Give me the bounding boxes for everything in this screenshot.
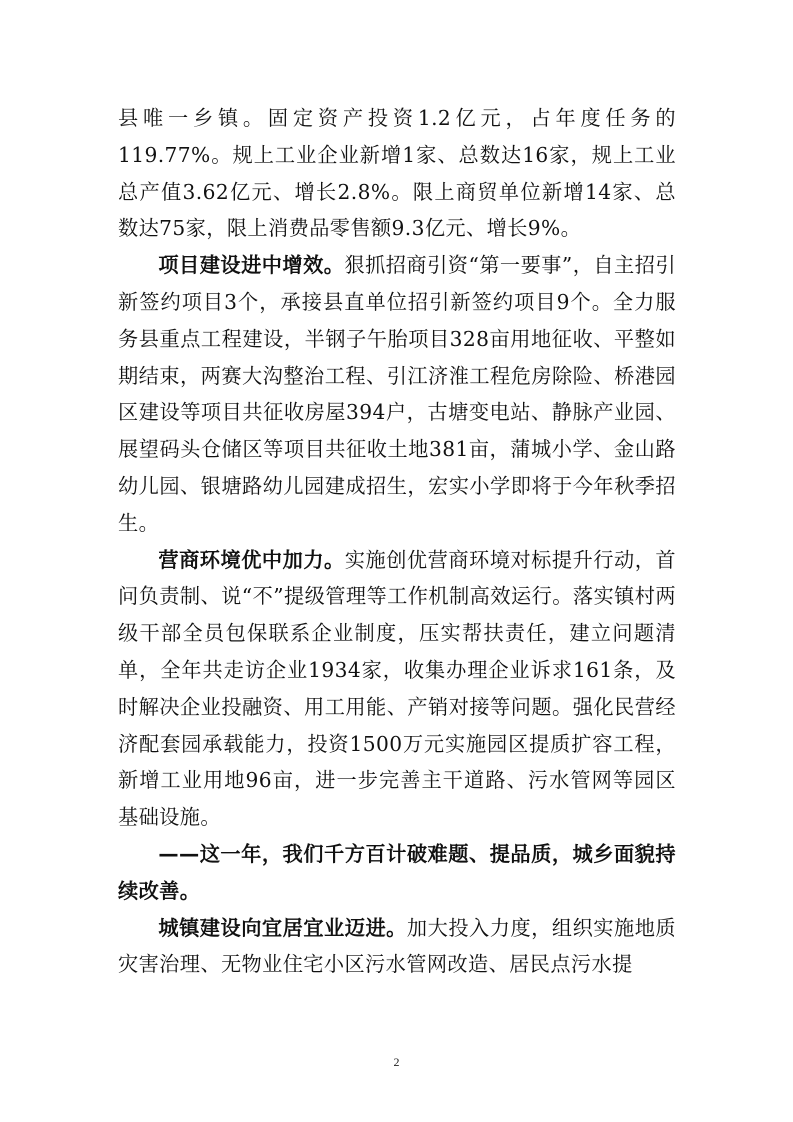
paragraph-summary <box>118 836 676 910</box>
paragraph-body: 县唯一乡镇。固定资产投资1.2亿元，占年度任务的119.77%。规上工业企业新增1家、总数达16家，规上工业总产值3.62亿元、增长2.8%。限上商贸单位新增14家、总数达75家，限上消费品零售额9.3亿元、增长9%。 <box>118 106 676 241</box>
paragraph-body: ——这一年，我们千方百计破难题、提品质，城乡面貌持续改善。 <box>118 841 676 903</box>
page-number: 2 <box>393 1055 400 1069</box>
paragraph-business-environment <box>118 542 676 836</box>
paragraph-body: 实施创优营商环境对标提升行动，首问负责制、说“不”提级管理等工作机制高效运行。落实镇村两级干部全员包保联系企业制度，压实帮扶责任，建立问题清单，全年共走访企业1934家，收集办理企业诉求161条，及时解决企业投融资、用工用能、产销对接等问题。强化民营经济配套园承载能力，投资1500万元实施园区提质扩容工程，新增工业用地96亩，进一步完善主干道路、污水管网等园区基础设施。 <box>118 547 676 830</box>
paragraph-heading: 城镇建设向宜居宜业迈进。 <box>158 915 407 940</box>
paragraph-heading: 项目建设进中增效。 <box>158 253 345 278</box>
paragraph-urban-construction <box>118 910 676 984</box>
document-body <box>118 100 676 983</box>
paragraph-body: 加大投入力度，组织实施地质灾害治理、无物业住宅小区污水管网改造、居民点污水提 <box>118 915 676 977</box>
paragraph-project-construction <box>118 247 676 541</box>
paragraph-economy-stats <box>118 100 676 247</box>
paragraph-heading: 营商环境优中加力。 <box>158 547 345 572</box>
paragraph-body: 狠抓招商引资“第一要事”，自主招引新签约项目3个，承接县直单位招引新签约项目9个。全力服务县重点工程建设，半钢子午胎项目328亩用地征收、平整如期结束，两赛大沟整治工程、引江济淮工程危房除险、桥港园区建设等项目共征收房屋394户，古塘变电站、静脉产业园、展望码头仓储区等项目共征收土地381亩，蒲城小学、金山路幼儿园、银塘路幼儿园建成招生，宏实小学即将于今年秋季招生。 <box>118 253 676 535</box>
